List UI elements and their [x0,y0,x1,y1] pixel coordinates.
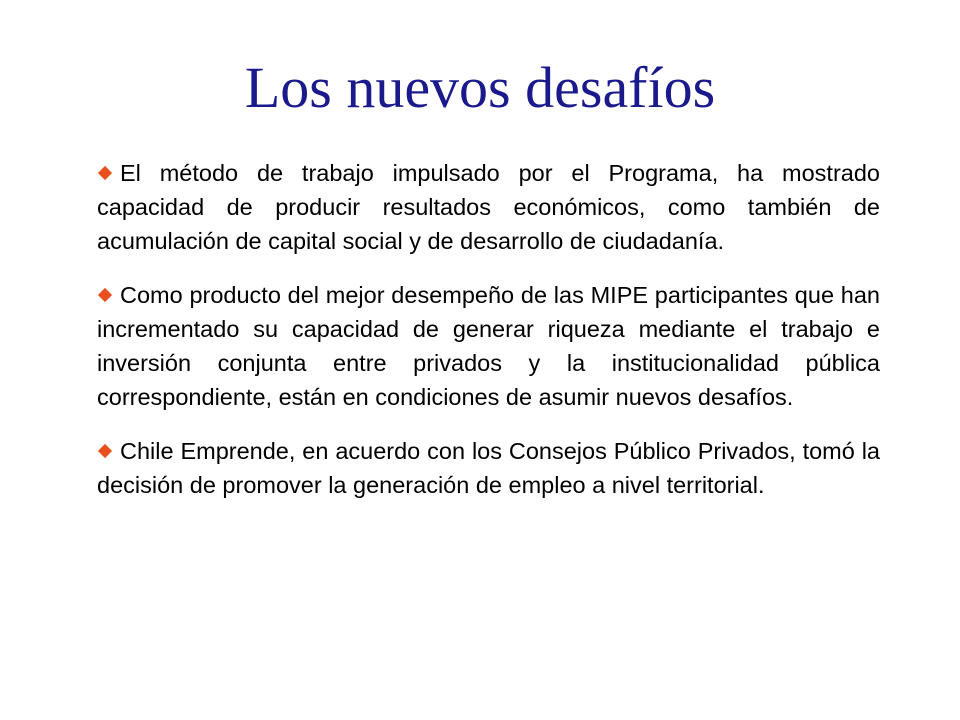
diamond-bullet-icon [97,287,113,303]
bullet-text: El método de trabajo impulsado por el Programa, ha mostrado capacidad de producir resultados económicos, como también de acumulación de capital social y de desarrollo de ciudadanía. [97,160,880,254]
diamond-bullet-icon [97,443,113,459]
bullet-text: Como producto del mejor desempeño de las MIPE participantes que han incrementado su capacidad de generar riqueza mediante el trabajo e inversión conjunta entre privados y la institucionalidad pública correspondiente, están en condiciones de asumir nuevos desafíos. [97,282,880,410]
bullet-item [97,434,880,502]
diamond-bullet-icon [97,165,113,181]
bullet-text: Chile Emprende, en acuerdo con los Consejos Público Privados, tomó la decisión de promover la generación de empleo a nivel territorial. [97,438,880,498]
bullet-list [97,156,880,522]
bullet-item [97,278,880,414]
bullet-item [97,156,880,258]
slide-title: Los nuevos desafíos [244,55,716,120]
